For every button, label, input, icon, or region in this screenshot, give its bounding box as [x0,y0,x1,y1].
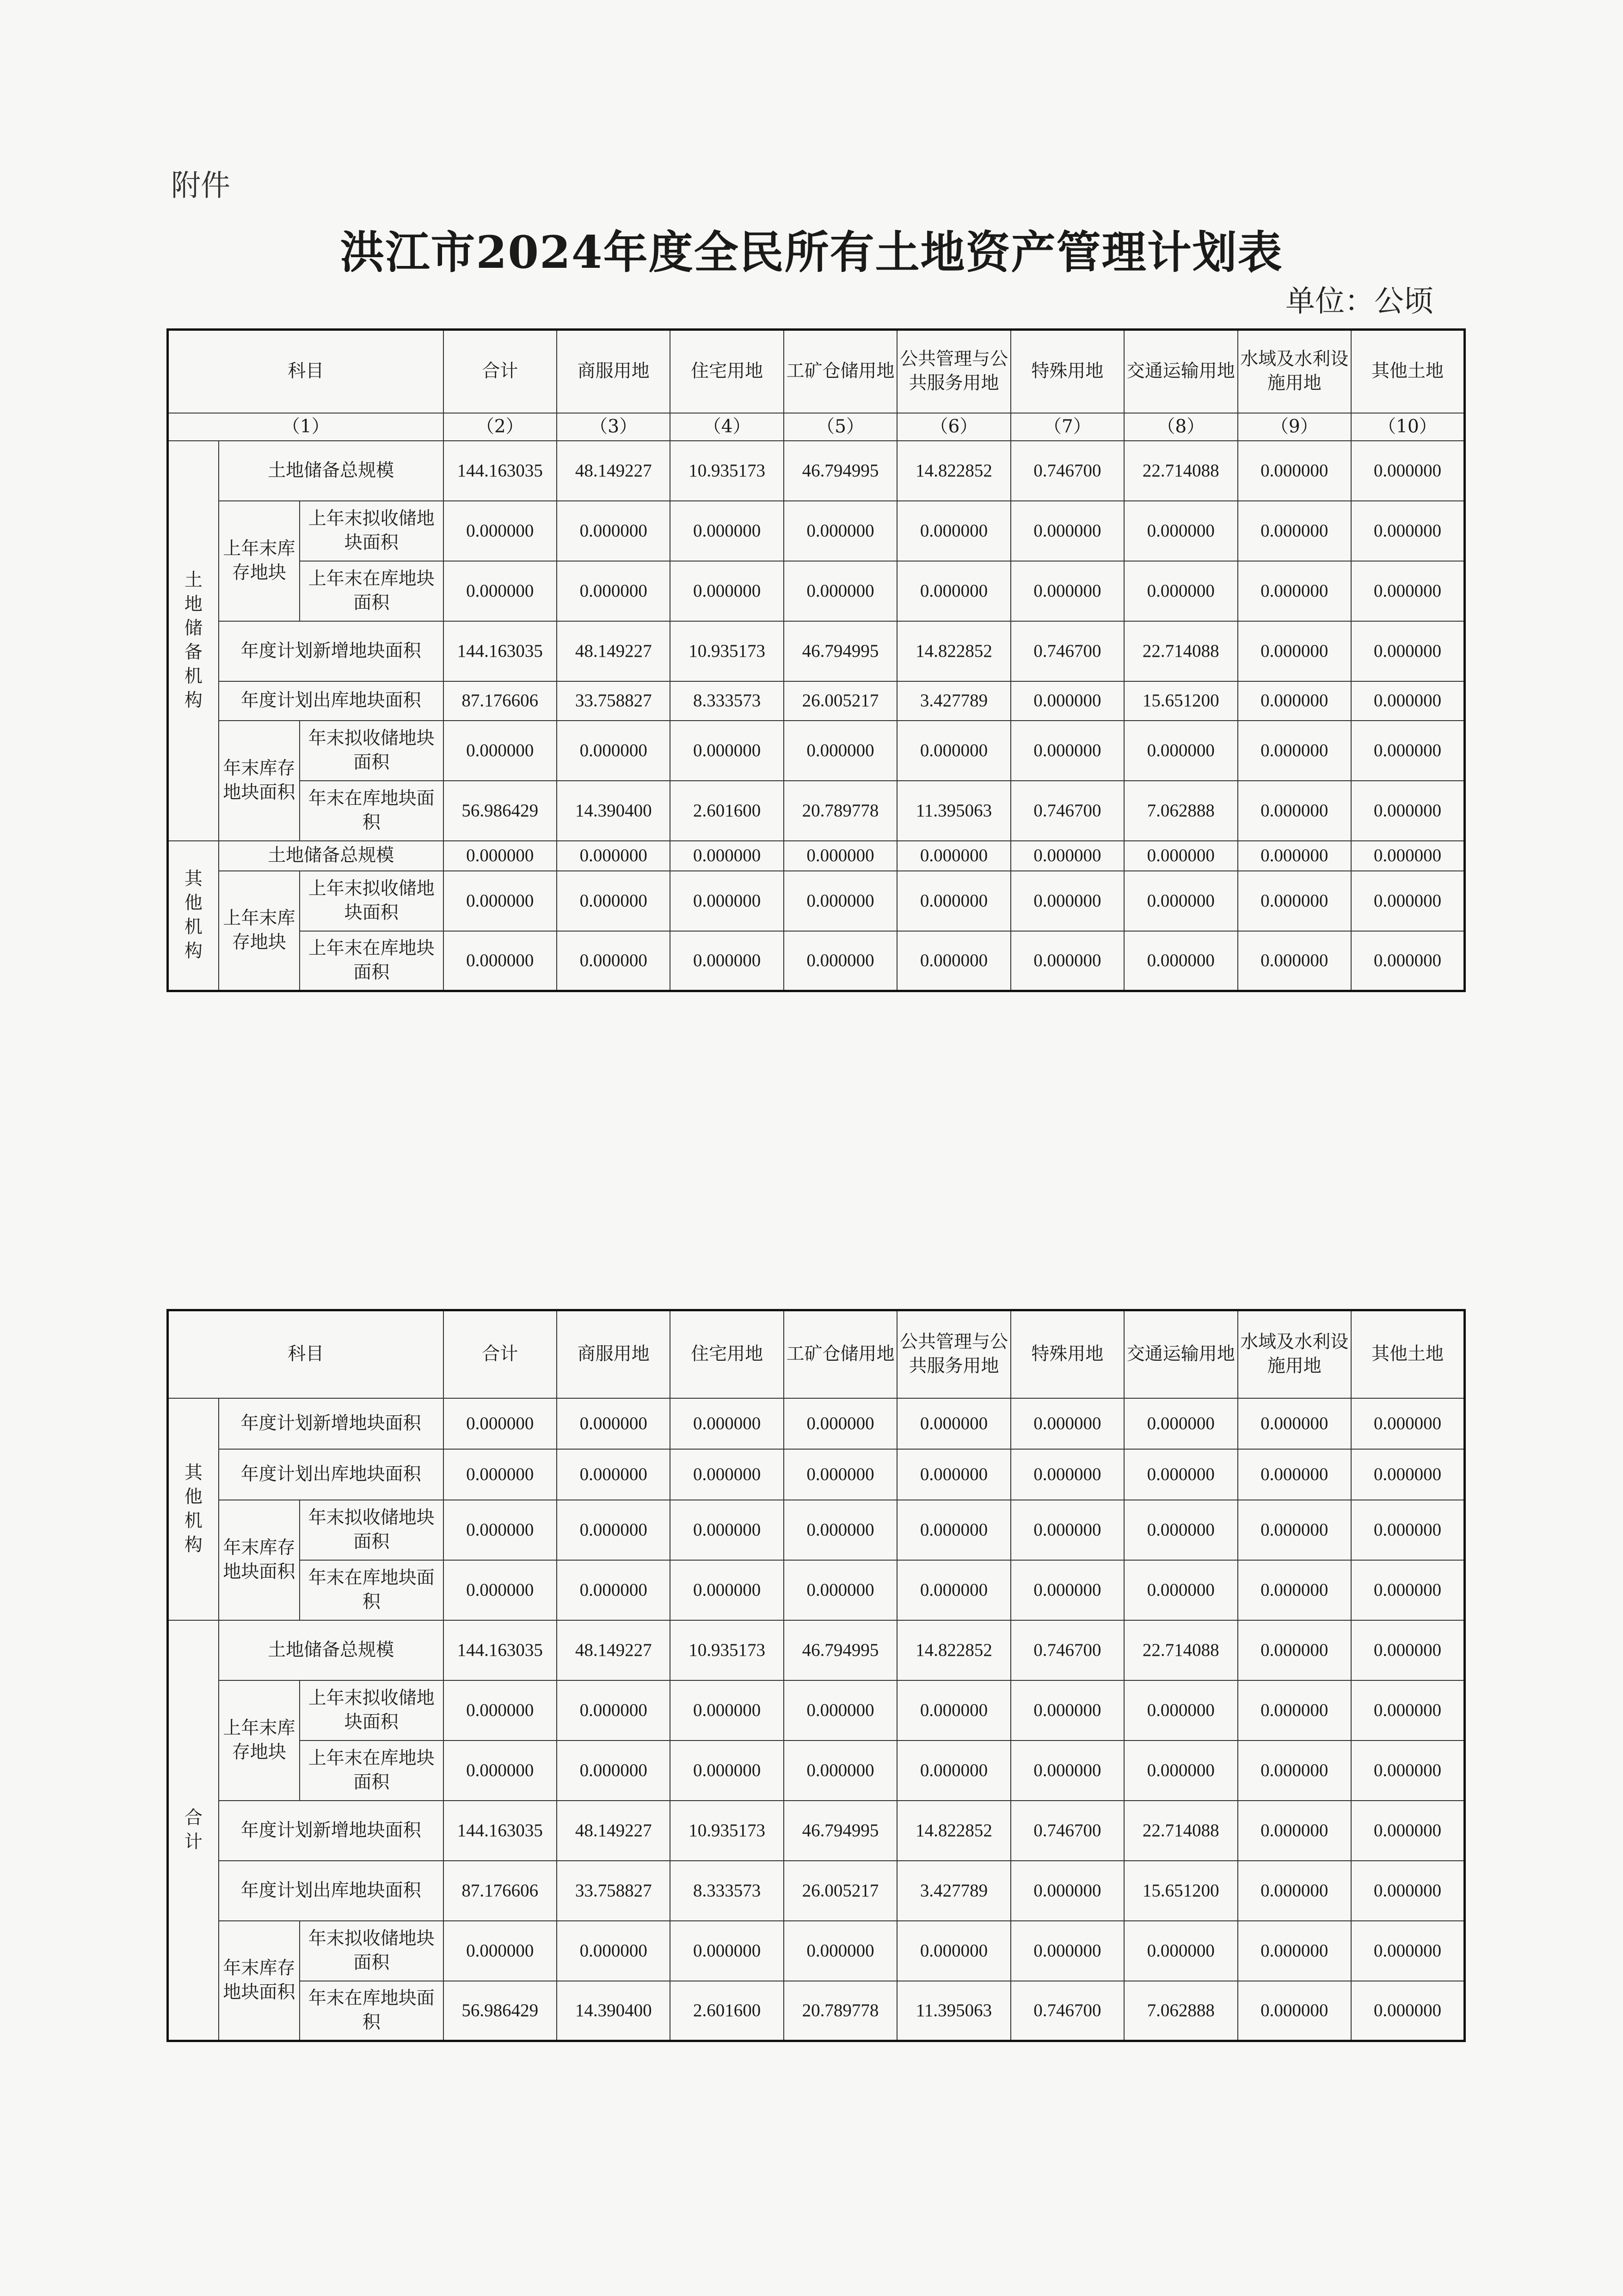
row-label: 年末在库地块面积 [300,1981,443,2041]
value-cell: 0.000000 [443,1449,557,1500]
value-cell: 0.000000 [897,931,1010,991]
header-col: 其他土地 [1351,1310,1465,1398]
value-cell: 0.000000 [1238,1801,1351,1861]
value-cell: 14.822852 [897,1801,1010,1861]
value-cell: 0.000000 [1238,1741,1351,1801]
value-cell: 0.000000 [557,1560,670,1620]
value-cell: 0.000000 [1351,1560,1465,1620]
value-cell: 0.746700 [1011,1801,1124,1861]
header-col: 其他土地 [1351,330,1465,413]
value-cell: 0.000000 [784,1680,897,1741]
value-cell: 14.390400 [557,781,670,841]
row-label: 上年末在库地块面积 [300,1741,443,1801]
value-cell: 0.000000 [670,501,783,561]
value-cell: 0.000000 [784,1921,897,1981]
value-cell: 0.000000 [1351,1981,1465,2041]
value-cell: 0.000000 [1124,871,1237,931]
row-label: 年度计划新增地块面积 [219,621,443,681]
header-subject: 科目 [168,1310,443,1398]
value-cell: 0.000000 [1011,561,1124,621]
value-cell: 0.000000 [1351,1620,1465,1680]
index-cell: （8） [1124,413,1237,441]
table-row [168,1921,1465,1981]
value-cell: 0.000000 [784,931,897,991]
value-cell: 0.000000 [557,561,670,621]
value-cell: 0.000000 [1238,561,1351,621]
table-row [168,841,1465,871]
value-cell: 0.000000 [670,871,783,931]
value-cell: 0.000000 [897,1921,1010,1981]
value-cell: 0.000000 [897,1741,1010,1801]
value-cell: 0.000000 [670,1560,783,1620]
asset-plan-table-part-1 [166,328,1466,992]
value-cell: 0.000000 [670,841,783,871]
value-cell: 0.000000 [443,871,557,931]
value-cell: 0.000000 [897,1560,1010,1620]
value-cell: 0.000000 [1351,561,1465,621]
value-cell: 22.714088 [1124,1620,1237,1680]
value-cell: 14.822852 [897,441,1010,501]
table-row [168,561,1465,621]
header-col: 住宅用地 [670,1310,783,1398]
value-cell: 0.000000 [1351,871,1465,931]
value-cell: 0.000000 [1238,1620,1351,1680]
value-cell: 0.000000 [1238,1981,1351,2041]
value-cell: 0.000000 [443,1680,557,1741]
header-col: 特殊用地 [1011,1310,1124,1398]
row-label: 年度计划新增地块面积 [219,1398,443,1449]
value-cell: 33.758827 [557,1861,670,1921]
table-row [168,681,1465,721]
group-label: 上年末库存地块 [219,871,300,991]
value-cell: 0.000000 [670,1680,783,1741]
value-cell: 11.395063 [897,781,1010,841]
header-col: 合计 [443,330,557,413]
table-row [168,441,1465,501]
table-row [168,1500,1465,1560]
value-cell: 0.000000 [1351,1861,1465,1921]
row-label: 土地储备总规模 [219,841,443,871]
group-label: 上年末库存地块 [219,1680,300,1801]
value-cell: 3.427789 [897,681,1010,721]
index-cell: （3） [557,413,670,441]
value-cell: 0.000000 [1238,621,1351,681]
unit-label: 单位：公顷 [1285,284,1433,319]
value-cell: 0.000000 [897,501,1010,561]
value-cell: 15.651200 [1124,681,1237,721]
table-row [168,1620,1465,1680]
row-label: 年度计划出库地块面积 [219,681,443,721]
value-cell: 0.000000 [1351,931,1465,991]
value-cell: 0.000000 [784,841,897,871]
value-cell: 0.000000 [1351,1500,1465,1560]
value-cell: 0.000000 [1011,1921,1124,1981]
category-label: 其他机构 [168,841,219,991]
value-cell: 0.000000 [443,501,557,561]
value-cell: 0.000000 [670,561,783,621]
table-row [168,721,1465,781]
value-cell: 46.794995 [784,1801,897,1861]
value-cell: 0.000000 [1124,841,1237,871]
value-cell: 46.794995 [784,1620,897,1680]
table-row [168,1741,1465,1801]
row-label: 年度计划出库地块面积 [219,1449,443,1500]
header-row [168,1310,1465,1398]
value-cell: 0.000000 [1011,681,1124,721]
value-cell: 0.000000 [1011,721,1124,781]
value-cell: 7.062888 [1124,781,1237,841]
header-col: 交通运输用地 [1124,1310,1237,1398]
value-cell: 0.000000 [557,1921,670,1981]
value-cell: 22.714088 [1124,441,1237,501]
value-cell: 0.000000 [1238,871,1351,931]
value-cell: 14.390400 [557,1981,670,2041]
table-row [168,1449,1465,1500]
header-row [168,330,1465,413]
header-col: 商服用地 [557,1310,670,1398]
table-row [168,1560,1465,1620]
header-col: 水域及水利设施用地 [1238,330,1351,413]
value-cell: 14.822852 [897,621,1010,681]
value-cell: 0.746700 [1011,441,1124,501]
table-row [168,621,1465,681]
value-cell: 0.000000 [1351,781,1465,841]
value-cell: 0.000000 [443,1741,557,1801]
value-cell: 26.005217 [784,1861,897,1921]
value-cell: 0.000000 [897,1680,1010,1741]
value-cell: 0.000000 [443,1921,557,1981]
row-label: 土地储备总规模 [219,1620,443,1680]
value-cell: 0.000000 [557,721,670,781]
header-col: 特殊用地 [1011,330,1124,413]
header-col: 工矿仓储用地 [784,1310,897,1398]
value-cell: 0.000000 [1238,1861,1351,1921]
value-cell: 0.000000 [784,1500,897,1560]
value-cell: 0.000000 [897,1500,1010,1560]
table-row [168,1981,1465,2041]
value-cell: 0.000000 [1124,1741,1237,1801]
value-cell: 20.789778 [784,1981,897,2041]
value-cell: 14.822852 [897,1620,1010,1680]
row-label: 年末在库地块面积 [300,781,443,841]
value-cell: 10.935173 [670,621,783,681]
index-cell: （6） [897,413,1010,441]
group-label: 年末库存地块面积 [219,1500,300,1620]
value-cell: 0.000000 [1238,1398,1351,1449]
value-cell: 0.000000 [1238,1500,1351,1560]
value-cell: 0.000000 [897,1449,1010,1500]
value-cell: 0.000000 [784,1560,897,1620]
table-row [168,1398,1465,1449]
index-cell: （7） [1011,413,1124,441]
value-cell: 0.000000 [1011,841,1124,871]
header-col: 水域及水利设施用地 [1238,1310,1351,1398]
value-cell: 0.000000 [1351,681,1465,721]
value-cell: 0.746700 [1011,621,1124,681]
value-cell: 144.163035 [443,441,557,501]
row-label: 上年末拟收储地块面积 [300,871,443,931]
value-cell: 33.758827 [557,681,670,721]
value-cell: 0.000000 [443,721,557,781]
value-cell: 8.333573 [670,1861,783,1921]
value-cell: 0.000000 [1238,1449,1351,1500]
value-cell: 48.149227 [557,621,670,681]
value-cell: 0.000000 [443,931,557,991]
value-cell: 48.149227 [557,441,670,501]
value-cell: 22.714088 [1124,1801,1237,1861]
header-col: 商服用地 [557,330,670,413]
value-cell: 0.000000 [1351,1741,1465,1801]
value-cell: 0.000000 [1011,501,1124,561]
index-cell: （5） [784,413,897,441]
value-cell: 0.000000 [1351,1449,1465,1500]
value-cell: 144.163035 [443,1620,557,1680]
value-cell: 0.000000 [670,1741,783,1801]
value-cell: 0.000000 [1238,501,1351,561]
index-cell: （2） [443,413,557,441]
header-col: 公共管理与公共服务用地 [897,330,1010,413]
group-label: 年末库存地块面积 [219,721,300,841]
table-row [168,781,1465,841]
value-cell: 0.000000 [1124,561,1237,621]
value-cell: 0.000000 [443,1398,557,1449]
value-cell: 0.000000 [670,931,783,991]
asset-plan-table-part-2 [166,1309,1466,2042]
value-cell: 0.000000 [670,1921,783,1981]
row-label: 年末拟收储地块面积 [300,1500,443,1560]
value-cell: 0.000000 [1351,1921,1465,1981]
value-cell: 0.000000 [1124,1500,1237,1560]
value-cell: 0.746700 [1011,1981,1124,2041]
row-label: 上年末在库地块面积 [300,931,443,991]
value-cell: 0.000000 [1351,441,1465,501]
value-cell: 10.935173 [670,1801,783,1861]
value-cell: 26.005217 [784,681,897,721]
category-label: 其他机构 [168,1398,219,1620]
index-cell: （9） [1238,413,1351,441]
value-cell: 0.000000 [557,501,670,561]
group-label: 年末库存地块面积 [219,1921,300,2041]
header-col: 住宅用地 [670,330,783,413]
value-cell: 0.000000 [1011,1449,1124,1500]
value-cell: 0.000000 [784,561,897,621]
row-label: 年末在库地块面积 [300,1560,443,1620]
value-cell: 11.395063 [897,1981,1010,2041]
value-cell: 0.000000 [1124,931,1237,991]
value-cell: 0.000000 [557,1449,670,1500]
value-cell: 0.000000 [784,501,897,561]
row-label: 年度计划新增地块面积 [219,1801,443,1861]
value-cell: 0.000000 [557,841,670,871]
value-cell: 0.000000 [1124,1398,1237,1449]
category-label: 合计 [168,1620,219,2041]
value-cell: 48.149227 [557,1801,670,1861]
value-cell: 0.000000 [1011,1500,1124,1560]
value-cell: 0.000000 [1238,721,1351,781]
value-cell: 0.000000 [1351,621,1465,681]
value-cell: 0.000000 [557,1741,670,1801]
value-cell: 20.789778 [784,781,897,841]
value-cell: 15.651200 [1124,1861,1237,1921]
value-cell: 0.000000 [784,1449,897,1500]
value-cell: 8.333573 [670,681,783,721]
value-cell: 0.000000 [1124,1680,1237,1741]
value-cell: 0.000000 [1011,1680,1124,1741]
row-label: 年末拟收储地块面积 [300,1921,443,1981]
value-cell: 0.000000 [1011,871,1124,931]
value-cell: 22.714088 [1124,621,1237,681]
row-label: 上年末拟收储地块面积 [300,501,443,561]
row-label: 土地储备总规模 [219,441,443,501]
value-cell: 46.794995 [784,441,897,501]
value-cell: 0.000000 [1238,931,1351,991]
row-label: 年度计划出库地块面积 [219,1861,443,1921]
value-cell: 0.000000 [897,561,1010,621]
value-cell: 0.000000 [557,871,670,931]
value-cell: 0.000000 [443,561,557,621]
header-subject: 科目 [168,330,443,413]
value-cell: 0.000000 [1238,681,1351,721]
value-cell: 0.746700 [1011,781,1124,841]
header-col: 交通运输用地 [1124,330,1237,413]
value-cell: 144.163035 [443,621,557,681]
value-cell: 0.000000 [557,1500,670,1560]
row-label: 年末拟收储地块面积 [300,721,443,781]
page-title: 洪江市2024年度全民所有土地资产管理计划表 [340,226,1283,278]
value-cell: 0.000000 [1238,781,1351,841]
value-cell: 144.163035 [443,1801,557,1861]
value-cell: 10.935173 [670,1620,783,1680]
value-cell: 0.000000 [1011,1560,1124,1620]
value-cell: 0.000000 [1124,1921,1237,1981]
value-cell: 0.000000 [897,721,1010,781]
value-cell: 0.000000 [1124,501,1237,561]
value-cell: 0.000000 [1011,1398,1124,1449]
index-cell: （4） [670,413,783,441]
value-cell: 0.000000 [897,1398,1010,1449]
value-cell: 0.000000 [670,1398,783,1449]
value-cell: 56.986429 [443,1981,557,2041]
value-cell: 10.935173 [670,441,783,501]
value-cell: 0.000000 [557,931,670,991]
value-cell: 56.986429 [443,781,557,841]
value-cell: 0.000000 [557,1398,670,1449]
value-cell: 2.601600 [670,1981,783,2041]
value-cell: 0.000000 [1238,1680,1351,1741]
value-cell: 0.000000 [784,1741,897,1801]
value-cell: 0.000000 [443,1500,557,1560]
value-cell: 0.000000 [670,1449,783,1500]
value-cell: 48.149227 [557,1620,670,1680]
index-cell: （10） [1351,413,1465,441]
value-cell: 0.000000 [1351,501,1465,561]
value-cell: 0.000000 [1351,1398,1465,1449]
value-cell: 0.000000 [784,721,897,781]
value-cell: 0.000000 [897,841,1010,871]
value-cell: 2.601600 [670,781,783,841]
value-cell: 7.062888 [1124,1981,1237,2041]
value-cell: 87.176606 [443,681,557,721]
table-row [168,1801,1465,1861]
header-col: 公共管理与公共服务用地 [897,1310,1010,1398]
value-cell: 0.000000 [1011,1741,1124,1801]
value-cell: 0.000000 [670,721,783,781]
group-label: 上年末库存地块 [219,501,300,621]
value-cell: 87.176606 [443,1861,557,1921]
value-cell: 0.000000 [670,1500,783,1560]
value-cell: 0.000000 [1238,1921,1351,1981]
value-cell: 3.427789 [897,1861,1010,1921]
header-col: 工矿仓储用地 [784,330,897,413]
row-label: 上年末拟收储地块面积 [300,1680,443,1741]
value-cell: 0.000000 [557,1680,670,1741]
value-cell: 0.000000 [1351,721,1465,781]
value-cell: 46.794995 [784,621,897,681]
value-cell: 0.000000 [1011,1861,1124,1921]
value-cell: 0.000000 [1238,1560,1351,1620]
table-row [168,871,1465,931]
value-cell: 0.000000 [784,1398,897,1449]
table-row [168,1680,1465,1741]
category-label: 土地储备机构 [168,441,219,841]
value-cell: 0.000000 [1351,1801,1465,1861]
table-row [168,501,1465,561]
attachment-label: 附件 [171,169,230,203]
row-label: 上年末在库地块面积 [300,561,443,621]
value-cell: 0.000000 [1351,841,1465,871]
index-row [168,413,1465,441]
value-cell: 0.000000 [443,841,557,871]
value-cell: 0.000000 [1238,841,1351,871]
value-cell: 0.000000 [1124,721,1237,781]
header-col: 合计 [443,1310,557,1398]
value-cell: 0.000000 [1238,441,1351,501]
value-cell: 0.000000 [784,871,897,931]
value-cell: 0.000000 [1011,931,1124,991]
table-row [168,1861,1465,1921]
value-cell: 0.746700 [1011,1620,1124,1680]
value-cell: 0.000000 [1351,1680,1465,1741]
index-cell: （1） [168,413,443,441]
value-cell: 0.000000 [1124,1449,1237,1500]
value-cell: 0.000000 [897,871,1010,931]
value-cell: 0.000000 [443,1560,557,1620]
table-row [168,931,1465,991]
value-cell: 0.000000 [1124,1560,1237,1620]
